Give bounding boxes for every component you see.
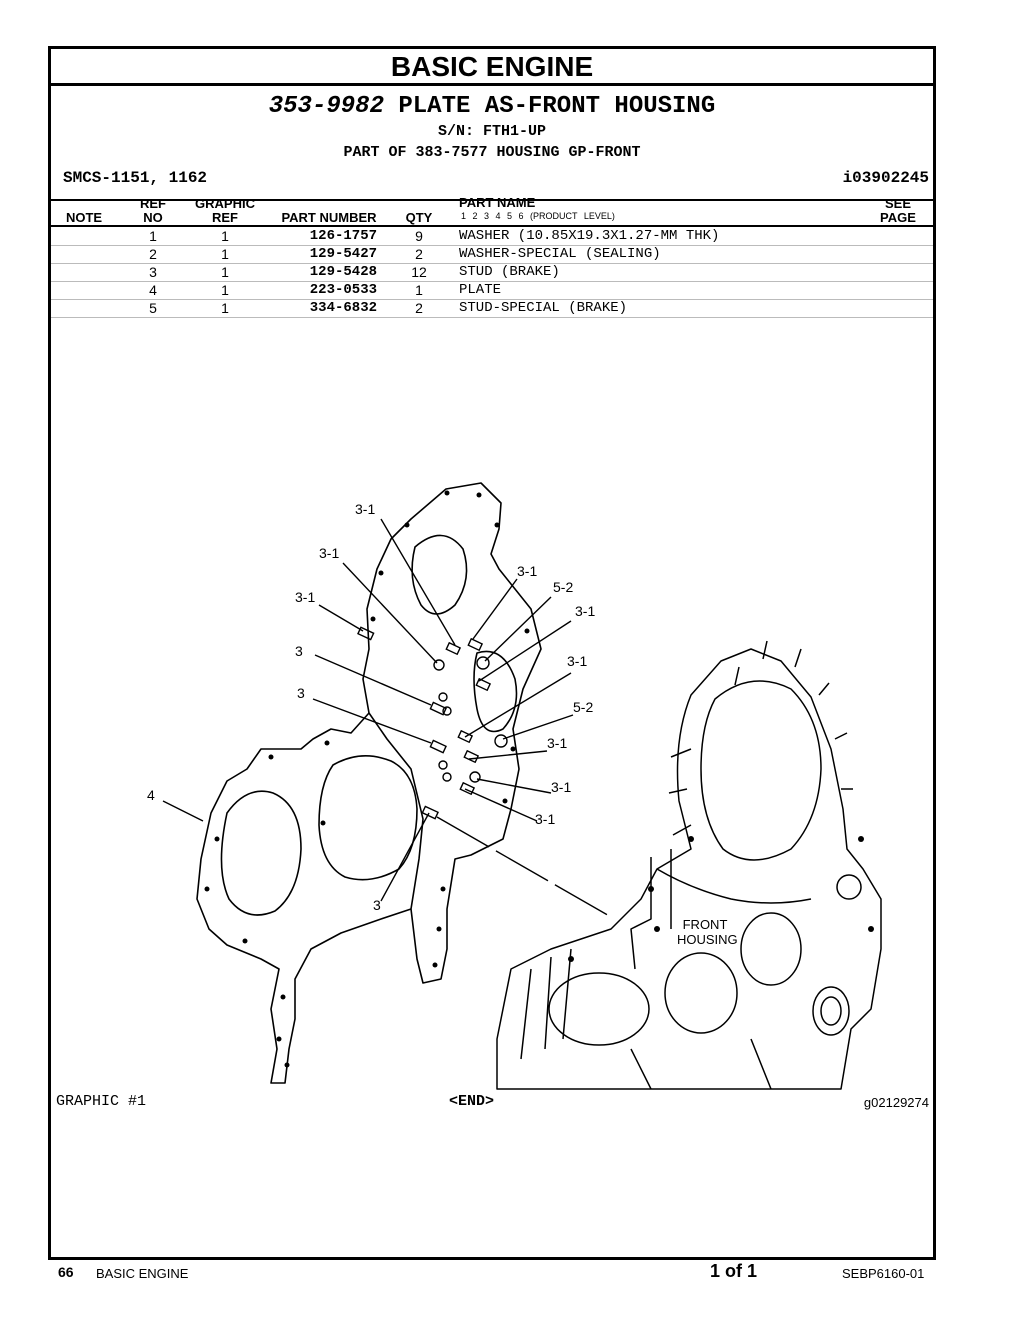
ref-no: 2 (149, 246, 157, 262)
callout-label: 5-2 (573, 699, 594, 715)
assembly-name: PLATE AS-FRONT HOUSING (398, 93, 716, 120)
callout-label: 3-1 (517, 563, 538, 579)
part-number: 334-6832 (309, 300, 377, 316)
part-number: 126-1757 (309, 228, 377, 244)
footer-page-number: 66 (58, 1264, 74, 1280)
info-reference: i03902245 (842, 169, 929, 187)
callout-label: 3 (295, 643, 303, 659)
header-part-number: PART NUMBER (281, 210, 377, 225)
callout-label: 3-1 (295, 589, 316, 605)
part-name: WASHER-SPECIAL (SEALING) (459, 246, 661, 262)
quantity: 2 (415, 246, 423, 262)
footer-page-count: 1 of 1 (710, 1261, 758, 1281)
front-housing-drawing (497, 641, 881, 1089)
smcs-code: SMCS-1151, 1162 (63, 169, 208, 187)
graphic-ref: 1 (221, 282, 229, 298)
header-see-page-line2: PAGE (880, 210, 916, 225)
header-graphic-ref-line1: GRAPHIC (195, 196, 255, 211)
ref-no: 3 (149, 264, 157, 280)
callout-label: 4 (147, 787, 155, 803)
graphic-ref: 1 (221, 228, 229, 244)
front-housing-label (677, 917, 738, 947)
assembly-part-number: 353-9982 (268, 93, 384, 120)
footer-document-id: SEBP6160-01 (842, 1266, 925, 1281)
graphic-id: g02129274 (863, 1095, 929, 1110)
part-name: STUD (BRAKE) (459, 264, 560, 280)
header-part-name: PART NAME (459, 195, 536, 210)
callout-label: 3-1 (319, 545, 340, 561)
quantity: 9 (415, 228, 423, 244)
graphic-ref: 1 (221, 300, 229, 316)
header-ref-line2: NO (143, 210, 163, 225)
exploded-view-illustration (51, 49, 933, 1257)
front-housing-label-line2: HOUSING (677, 932, 738, 947)
section-title: BASIC ENGINE (51, 49, 933, 86)
callout-label: 3 (373, 897, 381, 913)
part-name: WASHER (10.85X19.3X1.27-MM THK) (459, 228, 720, 244)
leader-lines (163, 519, 611, 917)
plate-outline (197, 483, 541, 1083)
part-name: STUD-SPECIAL (BRAKE) (459, 300, 628, 316)
callout-label: 3-1 (355, 501, 376, 517)
footer-section: BASIC ENGINE (96, 1266, 189, 1281)
serial-number: S/N: FTH1-UP (437, 123, 547, 140)
callout-label: 3-1 (575, 603, 596, 619)
quantity: 1 (415, 282, 423, 298)
part-number: 129-5428 (309, 264, 377, 280)
part-name: PLATE (459, 282, 502, 298)
graphic-label: GRAPHIC #1 (56, 1093, 147, 1110)
callout-label: 3-1 (551, 779, 572, 795)
part-number: 223-0533 (309, 282, 377, 298)
end-marker: <END> (449, 1093, 495, 1110)
header-qty: QTY (405, 210, 433, 225)
front-housing-label-line1: FRONT (682, 917, 728, 932)
graphic-ref: 1 (221, 246, 229, 262)
quantity: 2 (415, 300, 423, 316)
header-product-level: 1 2 3 4 5 6 (PRODUCT LEVEL) (461, 211, 615, 221)
ref-no: 1 (149, 228, 157, 244)
callout-label: 3-1 (567, 653, 588, 669)
header-ref-line1: REF (140, 196, 166, 211)
part-number: 129-5427 (309, 246, 377, 262)
callout-label: 3-1 (535, 811, 556, 827)
callout-label: 5-2 (553, 579, 574, 595)
ref-no: 5 (149, 300, 157, 316)
header-see-page-line1: SEE (884, 196, 911, 211)
ref-no: 4 (149, 282, 157, 298)
part-of: PART OF 383-7577 HOUSING GP-FRONT (343, 144, 641, 161)
callout-label: 3-1 (547, 735, 568, 751)
studs-and-washers (358, 627, 507, 818)
callout-label: 3 (297, 685, 305, 701)
graphic-ref: 1 (221, 264, 229, 280)
header-graphic-ref-line2: REF (212, 210, 238, 225)
page-frame (48, 46, 936, 1260)
quantity: 12 (411, 264, 427, 280)
header-note: NOTE (65, 210, 103, 225)
